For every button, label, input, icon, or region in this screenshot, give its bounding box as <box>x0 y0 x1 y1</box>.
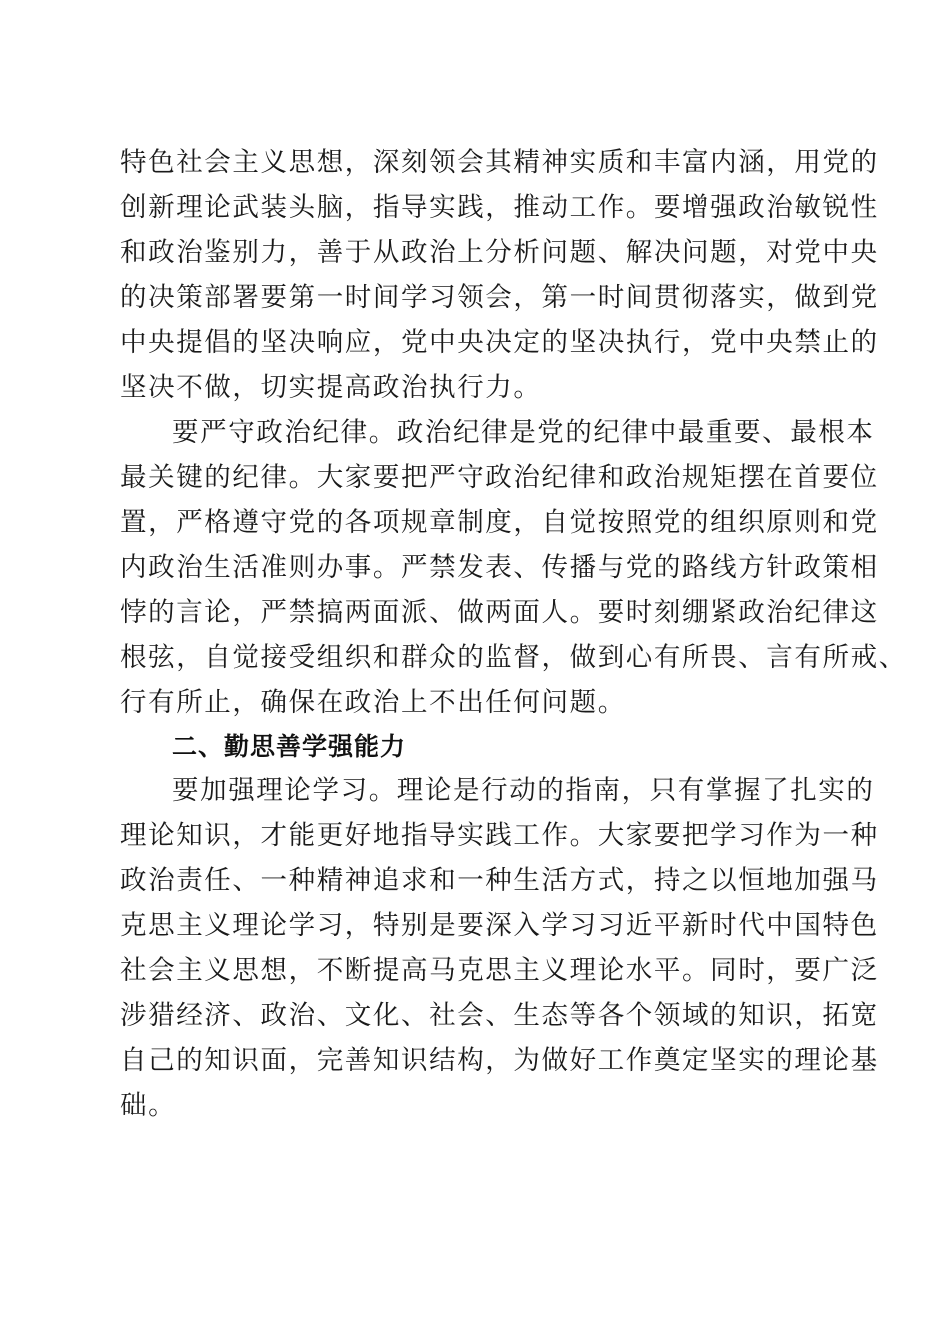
paragraph-line: 涉猎经济、政治、文化、社会、生态等各个领域的知识，拓宽 <box>120 1000 879 1031</box>
paragraph-line: 克思主义理论学习，特别是要深入学习习近平新时代中国特色 <box>120 910 879 941</box>
paragraph-line: 自己的知识面，完善知识结构，为做好工作奠定坚实的理论基 <box>120 1045 879 1076</box>
paragraph-line: 要加强理论学习。理论是行动的指南，只有掌握了扎实的 <box>172 775 875 806</box>
paragraph-line: 内政治生活准则办事。严禁发表、传播与党的路线方针政策相 <box>120 552 879 583</box>
paragraph-line: 最关键的纪律。大家要把严守政治纪律和政治规矩摆在首要位 <box>120 462 879 493</box>
paragraph-line: 和政治鉴别力，善于从政治上分析问题、解决问题，对党中央 <box>120 237 879 268</box>
paragraph-line: 的决策部署要第一时间学习领会，第一时间贯彻落实，做到党 <box>120 282 879 313</box>
paragraph-line: 根弦，自觉接受组织和群众的监督，做到心有所畏、言有所戒、 <box>120 642 907 673</box>
paragraph-line: 特色社会主义思想，深刻领会其精神实质和丰富内涵，用党的 <box>120 147 879 178</box>
paragraph-line: 坚决不做，切实提高政治执行力。 <box>120 372 542 403</box>
section-heading: 二、勤思善学强能力 <box>172 732 407 761</box>
paragraph-line: 础。 <box>120 1090 177 1121</box>
paragraph-line: 社会主义思想，不断提高马克思主义理论水平。同时，要广泛 <box>120 955 879 986</box>
paragraph-line: 行有所止，确保在政治上不出任何问题。 <box>120 687 626 718</box>
paragraph-line: 理论知识，才能更好地指导实践工作。大家要把学习作为一种 <box>120 820 879 851</box>
paragraph-line: 悖的言论，严禁搞两面派、做两面人。要时刻绷紧政治纪律这 <box>120 597 879 628</box>
paragraph-line: 政治责任、一种精神追求和一种生活方式，持之以恒地加强马 <box>120 865 879 896</box>
paragraph-line: 中央提倡的坚决响应，党中央决定的坚决执行，党中央禁止的 <box>120 327 879 358</box>
paragraph-line: 置，严格遵守党的各项规章制度，自觉按照党的组织原则和党 <box>120 507 879 538</box>
paragraph-line: 创新理论武装头脑，指导实践，推动工作。要增强政治敏锐性 <box>120 192 879 223</box>
paragraph-line: 要严守政治纪律。政治纪律是党的纪律中最重要、最根本 <box>172 417 875 448</box>
